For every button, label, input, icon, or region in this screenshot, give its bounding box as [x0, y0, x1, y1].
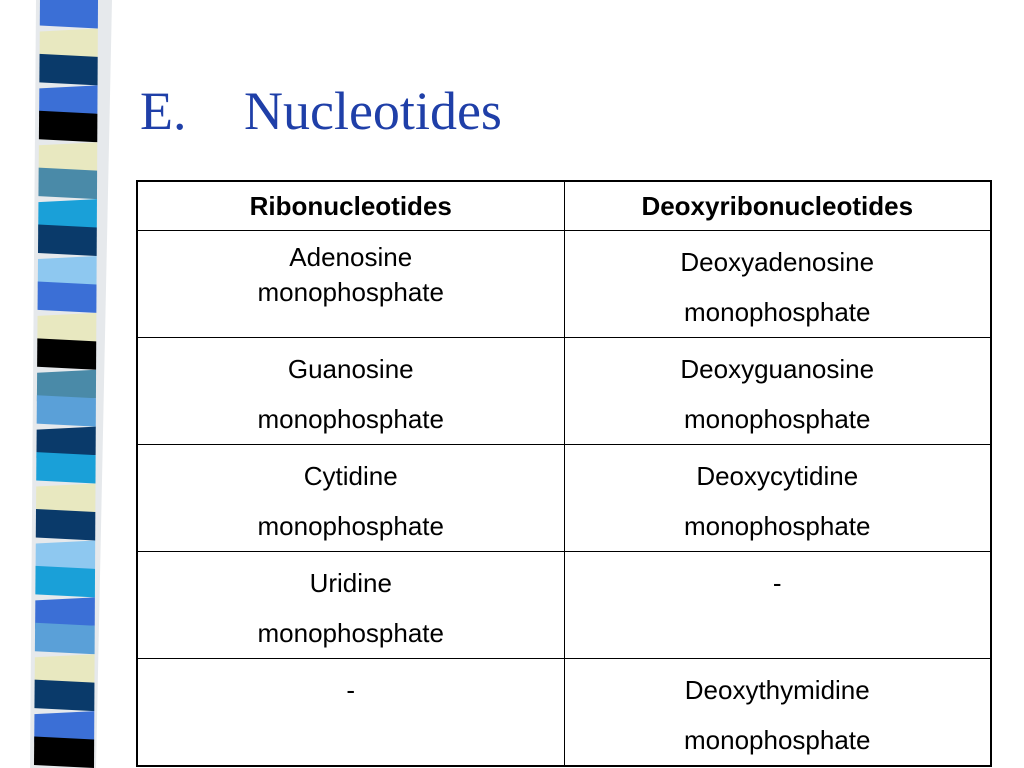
table-row [137, 659, 991, 767]
stripe-block [34, 680, 94, 711]
column-header-deoxyribonucleotides: Deoxyribonucleotides [564, 181, 991, 231]
table-cell-ribo [137, 445, 564, 552]
table-cell-deoxy [564, 231, 991, 338]
nucleotides-table [136, 180, 992, 767]
cell-line: monophosphate [257, 511, 444, 541]
table-row [137, 231, 991, 338]
stripe-block [35, 623, 95, 654]
stripe-block [39, 111, 98, 142]
table-cell-deoxy [564, 338, 991, 445]
table-cell-ribo [137, 552, 564, 659]
title-number: E. [140, 81, 187, 141]
stripe-block [38, 281, 97, 312]
stripe-block [37, 395, 96, 426]
cell-line: Deoxyadenosine [680, 247, 875, 277]
stripe-block [36, 452, 95, 483]
stripe-block [40, 0, 98, 28]
table-cell-ribo [137, 338, 564, 445]
table-cell-ribo [137, 231, 564, 338]
cell-line: Cytidine [303, 461, 398, 491]
stripe-block [37, 338, 96, 369]
cell-line: Guanosine [287, 354, 414, 384]
cell-line: Uridine [309, 568, 392, 598]
stripe-block [38, 225, 97, 256]
page-title [140, 82, 502, 141]
table-row [137, 552, 991, 659]
table-cell-ribo [137, 659, 564, 767]
cell-line: monophosphate [684, 511, 871, 541]
cell-line: monophosphate [257, 277, 444, 307]
stripe-block [36, 509, 96, 540]
cell-line: monophosphate [684, 404, 871, 434]
cell-line: Deoxycytidine [696, 461, 859, 491]
table-cell-deoxy [564, 445, 991, 552]
table-cell-deoxy [564, 552, 991, 659]
cell-line: monophosphate [684, 297, 871, 327]
column-header-ribonucleotides: Ribonucleotides [137, 181, 564, 231]
table-row [137, 338, 991, 445]
cell-line: - [772, 568, 782, 598]
cell-line: Deoxythymidine [684, 675, 870, 705]
stripe-block [34, 737, 94, 768]
stripe-block [35, 566, 95, 597]
cell-line: monophosphate [257, 404, 444, 434]
table-row [137, 445, 991, 552]
cell-line: monophosphate [257, 618, 444, 648]
cell-line: - [346, 675, 356, 705]
table-header-row [137, 181, 991, 231]
decorative-stripe-bar [0, 0, 120, 768]
cell-line: Deoxyguanosine [680, 354, 875, 384]
stripe-block [38, 168, 97, 199]
table-cell-deoxy [564, 659, 991, 767]
cell-line: monophosphate [684, 725, 871, 755]
title-text: Nucleotides [244, 81, 502, 141]
cell-line: Adenosine [289, 242, 413, 272]
stripe-block [39, 54, 97, 85]
